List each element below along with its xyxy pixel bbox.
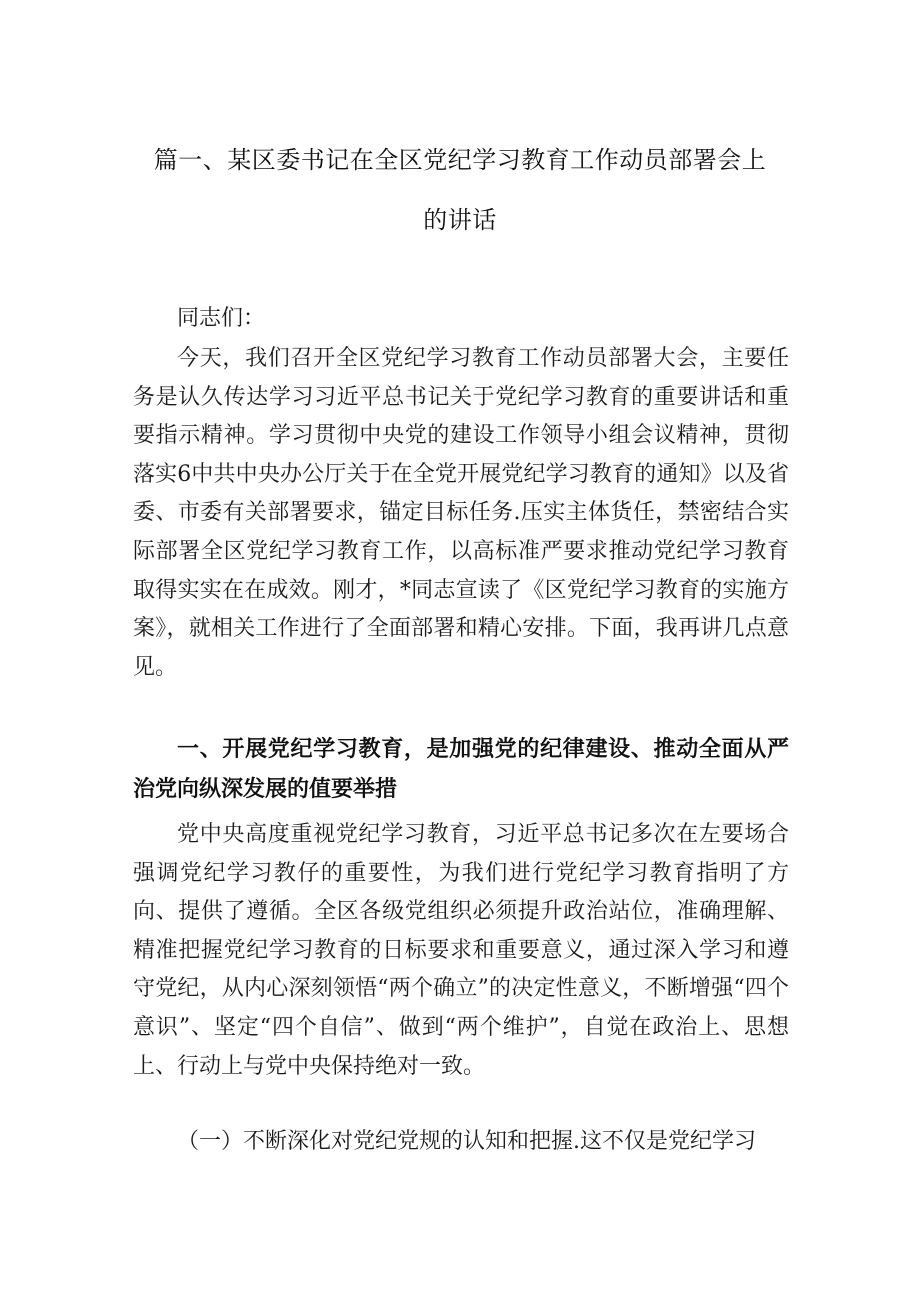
subsection-1-start: （一）不断深化对党纪党规的认知和把握.这不仅是党纪学习 (177, 1129, 756, 1154)
document-title-line1: 篇一、某区委书记在全区党纪学习教育工作动员部署会上 (153, 146, 767, 174)
section-1-paragraph: 党中央高度重视党纪学习教育，习近平总书记多次在左要场合强调党纪学习教仔的重要性，为我们进行党纪学习教育指明了方向、提供了遵循。全区各级党组织必须提升政治站位，准确理解、精准把握党纪学习教育的日标要求和重要意义，通过深入学习和遵守党纪，从内心深刻领悟“两个确立”的决定性意义，不断增强“四个意识”、坚定“四个自信”、做到“两个维护”，自觉在政治上、思想上、行动上与党中央保持绝对一致。 (133, 822, 789, 1079)
intro-paragraph: 今天，我们召开全区党纪学习教育工作动员部署大会，主要任务是认久传达学习习近平总书记关于党纪学习教育的重要讲话和重要指示精神。学习贯彻中央党的建设工作领导小组会议精神，贯彻落实6中共中央办公厅关于在全党开展党纪学习教育的通知》以及省委、市委有关部署要求，锚定目标任务.压实主体货任，禁密结合实际部署全区党纪学习教育工作，以高标准严要求推动党纪学习教育取得实实在在成效。刚才，*同志宣读了《区党纪学习教育的实施方案》，就相关工作进行了全面部署和精心安排。下面，我再讲几点意见。 (133, 346, 789, 680)
document-title-line2: 的讲话 (423, 206, 497, 234)
greeting: 同志们： (177, 306, 266, 331)
section-heading-1: 一、开展党纪学习教育，是加强党的纪律建设、推动全面从严治党向纵深发展的值要举措 (133, 737, 789, 802)
